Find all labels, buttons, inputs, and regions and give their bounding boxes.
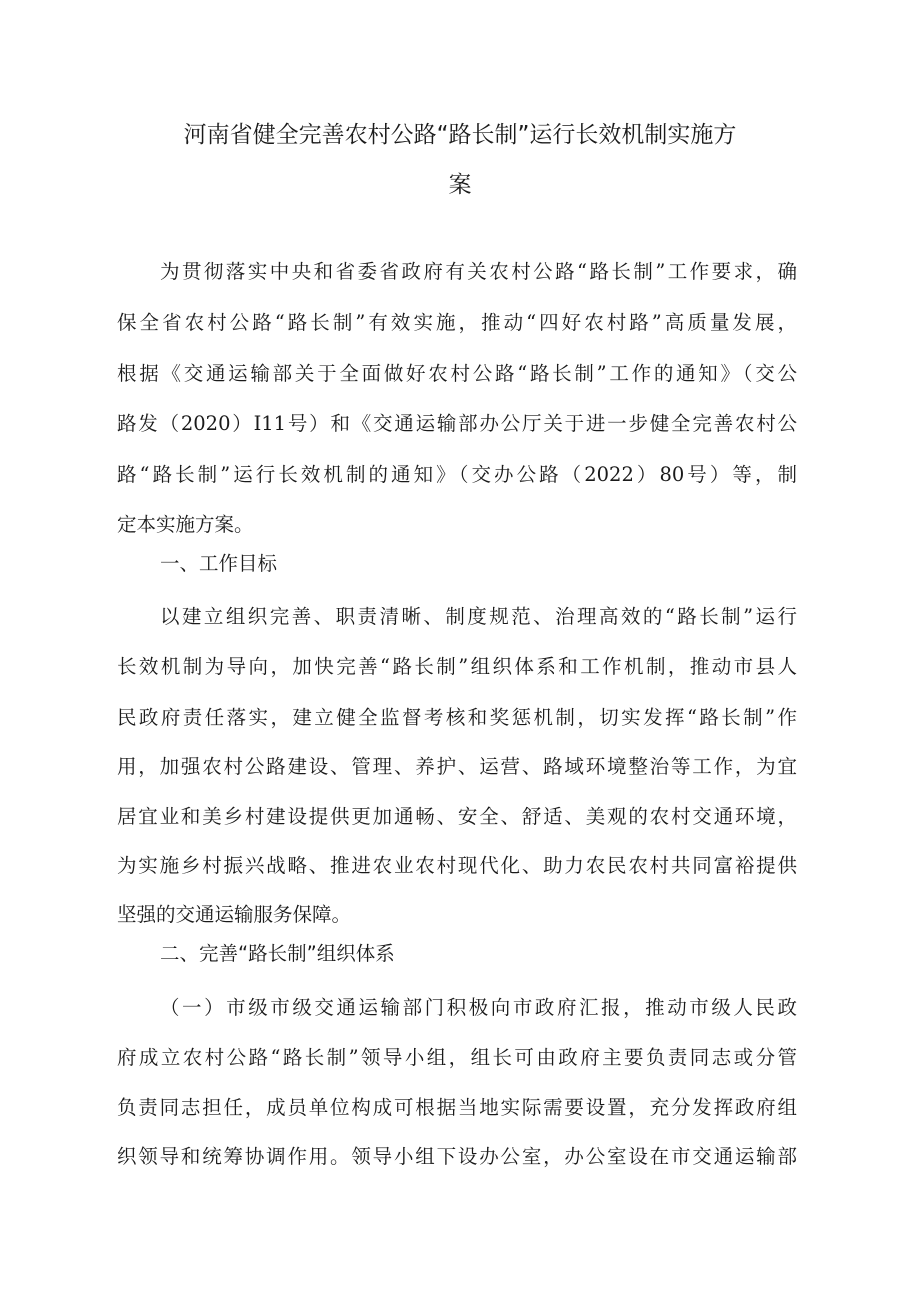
section2-line: 府成立农村公路“路长制”领导小组，组长可由政府主要负责同志或分管 xyxy=(117,1046,797,1069)
intro-line: 定本实施方案。 xyxy=(117,513,254,536)
intro-line: 为贯彻落实中央和省委省政府有关农村公路“路长制”工作要求，确 xyxy=(160,260,797,283)
section2-line: （一）市级市级交通运输部门积极向市政府汇报，推动市级人民政 xyxy=(160,996,797,1019)
section1-line: 坚强的交通运输服务保障。 xyxy=(117,903,352,926)
intro-line: 路“路长制”运行长效机制的通知》（交办公路（2022）80号）等，制 xyxy=(117,463,797,486)
section-heading-1: 一、工作目标 xyxy=(160,552,278,575)
section1-line: 用，加强农村公路建设、管理、养护、运营、路域环境整治等工作，为宜 xyxy=(117,755,797,778)
section1-line: 居宜业和美乡村建设提供更加通畅、安全、舒适、美观的农村交通环境， xyxy=(117,805,797,828)
intro-line: 根据《交通运输部关于全面做好农村公路“路长制”工作的通知》（交公 xyxy=(117,362,797,385)
section1-line: 长效机制为导向，加快完善“路长制”组织体系和工作机制，推动市县人 xyxy=(117,655,797,678)
intro-line: 保全省农村公路“路长制”有效实施，推动“四好农村路”高质量发展， xyxy=(117,311,797,334)
document-title-line-1: 河南省健全完善农村公路“路长制”运行长效机制实施方 xyxy=(183,122,737,148)
section2-line: 织领导和统筹协调作用。领导小组下设办公室，办公室设在市交通运输部 xyxy=(117,1145,797,1168)
section1-line: 民政府责任落实，建立健全监督考核和奖惩机制，切实发挥“路长制”作 xyxy=(117,706,797,729)
intro-line: 路发（2020）I11号）和《交通运输部办公厅关于进一步健全完善农村公 xyxy=(117,412,797,435)
section1-line: 为实施乡村振兴战略、推进农业农村现代化、助力农民农村共同富裕提供 xyxy=(117,854,797,877)
section2-line: 负责同志担任，成员单位构成可根据当地实际需要设置，充分发挥政府组 xyxy=(117,1096,797,1119)
document-title-line-2: 案 xyxy=(448,172,472,198)
section-heading-2: 二、完善“路长制”组织体系 xyxy=(160,942,395,965)
section1-line: 以建立组织完善、职责清晰、制度规范、治理高效的“路长制”运行 xyxy=(160,605,797,628)
